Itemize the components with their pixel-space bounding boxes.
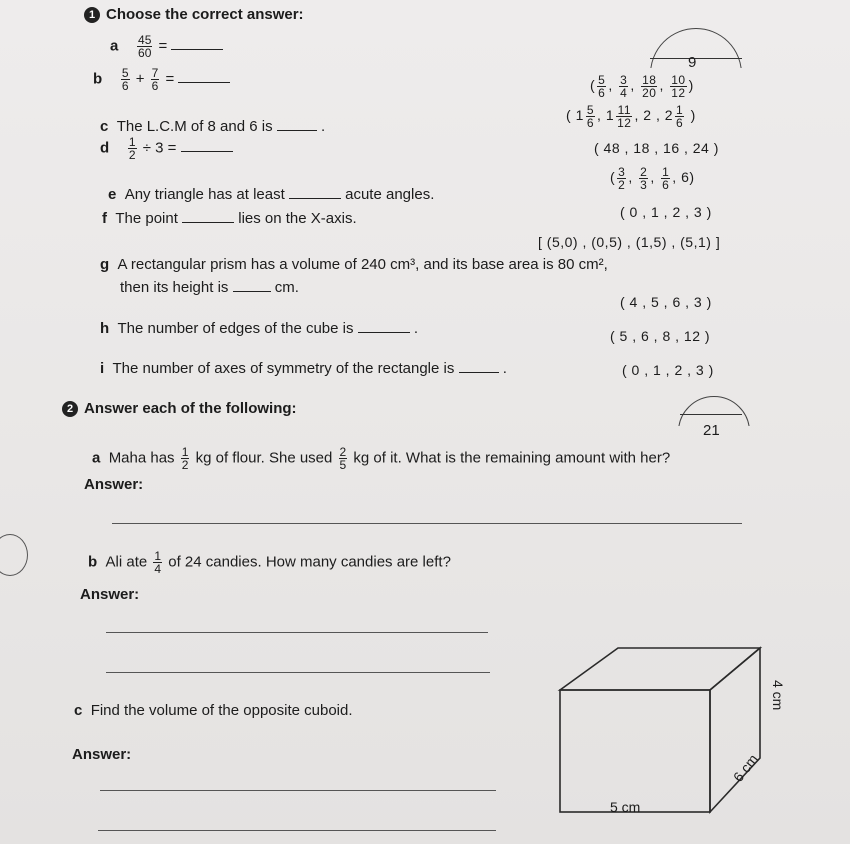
answer-line[interactable]: [112, 523, 742, 524]
cuboid-depth-label: 6 cm: [729, 751, 762, 785]
question-a: a $\frac{45}{60}$ =: [110, 34, 223, 59]
answer-blank[interactable]: [289, 186, 341, 199]
score-total: 21: [703, 422, 720, 439]
answer-blank[interactable]: [182, 210, 234, 223]
question-e: e Any triangle has at least acute angles.: [108, 186, 435, 203]
options-i: ( 0 , 1 , 2 , 3 ): [622, 362, 714, 378]
question-g-line1: g A rectangular prism has a volume of 240 cm³, and its base area is 80 cm²,: [100, 256, 608, 273]
answer-blank[interactable]: [459, 360, 499, 373]
options-b: ( 1 $\frac{5}{6}$ , 1 $\frac{11}{12}$ , 2 , 2 $\frac{1}{6}$ ): [566, 103, 696, 130]
answer-blank[interactable]: [277, 118, 317, 131]
answer-blank[interactable]: [233, 279, 271, 292]
cuboid-diagram: [550, 640, 850, 844]
question-2c: c Find the volume of the opposite cuboid.: [74, 702, 353, 719]
question-f: f The point lies on the X-axis.: [102, 210, 357, 227]
options-d: ( $\frac{3}{2}$ , $\frac{2}{3}$ , $\frac{1}{6}$ , 6): [610, 165, 695, 192]
question-g-line2: then its height is cm.: [120, 279, 299, 296]
options-e: ( 0 , 1 , 2 , 3 ): [620, 204, 712, 220]
section1-heading: 1 Choose the correct answer:: [84, 6, 304, 23]
answer-label: Answer:: [72, 746, 132, 763]
question-2b: b Ali ate $\frac{1}{4}$ of 24 candies. How many candies are left?: [88, 549, 451, 576]
answer-blank[interactable]: [171, 37, 223, 50]
answer-line[interactable]: [100, 790, 496, 791]
cuboid-top-face: [560, 648, 760, 690]
answer-blank[interactable]: [178, 70, 230, 83]
cuboid-side-face: [710, 648, 760, 812]
cuboid-front-face: [560, 690, 710, 812]
options-f: [ (5,0) , (0,5) , (1,5) , (5,1) ]: [538, 234, 721, 250]
question-c: c The L.C.M of 8 and 6 is .: [100, 118, 326, 135]
score-divider: [680, 414, 742, 415]
options-g: ( 4 , 5 , 6 , 3 ): [620, 294, 712, 310]
section2-heading: 2 Answer each of the following:: [62, 400, 297, 417]
answer-label: Answer:: [84, 476, 144, 493]
question-b: b $\frac{5}{6}$ + $\frac{7}{6}$ =: [93, 67, 230, 92]
options-c: ( 48 , 18 , 16 , 24 ): [594, 140, 719, 156]
options-h: ( 5 , 6 , 8 , 12 ): [610, 328, 711, 344]
question-d: d $\frac{1}{2}$ ÷ 3 =: [100, 136, 233, 161]
answer-blank[interactable]: [181, 139, 233, 152]
binder-ring: [0, 534, 28, 576]
options-a: ( $\frac{5}{6}$ , $\frac{3}{4}$ , $\frac{18}{20}$ , $\frac{10}{12}$ ): [590, 73, 694, 100]
section2-number: 2: [62, 401, 78, 417]
cuboid-height-label: 4 cm: [770, 680, 786, 711]
answer-label: Answer:: [80, 586, 140, 603]
answer-line[interactable]: [98, 830, 496, 831]
question-2a: a Maha has $\frac{1}{2}$ kg of flour. She used $\frac{2}{5}$ kg of it. What is the remaining amount with her?: [92, 445, 671, 472]
question-h: h The number of edges of the cube is .: [100, 320, 419, 337]
answer-blank[interactable]: [358, 320, 410, 333]
answer-line[interactable]: [106, 632, 488, 633]
answer-line[interactable]: [106, 672, 490, 673]
score-total: 9: [688, 54, 697, 71]
question-i: i The number of axes of symmetry of the rectangle is .: [100, 360, 507, 377]
section1-number: 1: [84, 7, 100, 23]
cuboid-length-label: 5 cm: [610, 799, 641, 815]
